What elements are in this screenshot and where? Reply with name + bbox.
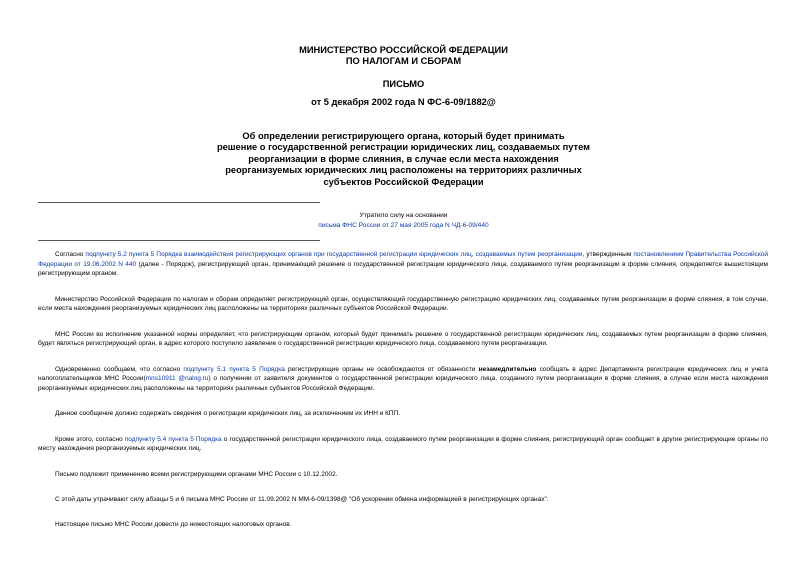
paragraph-1 xyxy=(38,250,768,279)
government-resolution-link[interactable]: постановлением Правительства Российской Федерации от 19.06.2002 N 440 xyxy=(38,251,768,268)
paragraph-3: МНС России во исполнение указанной нормы определяет, что регистрирующим органом, который будет принимать решение о государственной регистрации юридических лиц, создаваемых путем реорганизации в форме слияния, будет являться регистрирующий орган, в адрес которого поступило заявление о государственной регистрации юридического лица, создаваемого путем реорганизации. xyxy=(38,330,768,348)
paragraph-text: , утвержденным xyxy=(582,251,634,258)
paragraph-text: сообщать в адрес Департамента регистрации юридических лиц и учета налогоплательщиков МНС России( xyxy=(38,365,768,383)
title-line: субъектов Российской Федерации xyxy=(323,176,484,187)
divider-bottom xyxy=(38,240,320,241)
repeal-letter-link[interactable]: письма ФНС России от 27 мая 2005 года N ЧД-6-09/440 xyxy=(318,222,489,229)
paragraph-2: Министерство Российской Федерации по налогам и сборам определяет регистрирующий орган, осуществляющий государственную регистрацию юридических лиц, создаваемых путем реорганизации в форме слияния, в том случае, если места нахождения реорганизуемых юридических лиц расположены на территориях различных субъектов Российской Федерации. xyxy=(38,295,768,313)
title-line: Об определении регистрирующего органа, который будет принимать xyxy=(242,131,565,141)
paragraph-text: Согласно xyxy=(55,251,86,258)
procedure-clause-5-2-link[interactable]: подпункту 5.2 пункта 5 Порядка взаимодействия регистрирующих органов при государственной регистрации юридических лиц, создаваемых путем реорганизации xyxy=(85,251,583,258)
status-note: Утратило силу на основании xyxy=(359,212,448,219)
status-link-line xyxy=(0,221,807,231)
ministry-line-1: МИНИСТЕРСТВО РОССИЙСКОЙ ФЕДЕРАЦИИ xyxy=(299,45,508,55)
paragraph-9: Настоящее письмо МНС России довести до нижестоящих налоговых органов. xyxy=(55,521,292,529)
paragraph-5: Данное сообщение должно содержать сведения о регистрации юридических лиц, за исключением их ИНН и КПП. xyxy=(55,410,401,418)
ministry-line-2: ПО НАЛОГАМ И СБОРАМ xyxy=(345,56,462,66)
procedure-clause-5-1-link[interactable]: подпункту 5.1 пункта 5 Порядка xyxy=(183,365,285,373)
title-line: решение о государственной регистрации юридических лиц, создаваемых путем xyxy=(216,142,591,153)
paragraph-text: о государственной регистрации юридического лица, создаваемого путем реорганизации в форме слияния, регистрирующий орган сообщает в другие регистрирующие органы по месту нахождения реорганизуемых юридических лиц. xyxy=(38,435,768,453)
divider-top xyxy=(38,202,320,203)
document-body xyxy=(38,250,768,546)
paragraph-text: ) о получении от заявителя документов о государственной регистрации юридического лица, созданного путем реорганизации в форме слияния, в случае если места нахождения реорганизуемых юридических лиц расположены на территориях различных субъектов Российской Федерации. xyxy=(38,375,768,392)
document-date-number: от 5 декабря 2002 года N ФС-6-09/1882@ xyxy=(311,97,496,107)
document-title xyxy=(0,131,807,188)
paragraph-4 xyxy=(38,365,768,394)
paragraph-text: Кроме этого, согласно xyxy=(55,435,125,443)
paragraph-text: регистрирующие органы не освобождаются от обязанности xyxy=(284,365,479,373)
paragraph-6 xyxy=(38,435,768,454)
paragraph-7: Письмо подлежит применению всеми регистрирующими органами МНС России с 10.12.2002. xyxy=(55,470,338,478)
emphasis-text: незамедлительно xyxy=(478,365,537,373)
email-link[interactable]: mns10911 @nalog.ru xyxy=(145,375,209,383)
paragraph-8: С этой даты утрачивают силу абзацы 5 и 6 письма МНС России от 11.09.2002 N ММ-6-09/1398@ "Об ускорении обмена информацией в регистрирующих органах". xyxy=(55,495,549,503)
title-line: реорганизуемых юридических лиц расположены на территориях различных xyxy=(225,165,582,176)
document-type: ПИСЬМО xyxy=(382,79,425,89)
paragraph-text: Одновременно сообщаем, что согласно xyxy=(55,365,184,373)
title-line: реорганизации в форме слияния, в случае если места нахождения xyxy=(248,153,559,164)
ministry-name xyxy=(0,45,807,67)
paragraph-text: (далее - Порядок), регистрирующий орган, принимающий решение о государственной регистрации юридического лица, создаваемого путем реорганизации в форме слияния, определяется вышестоящим регистрирующим органом. xyxy=(38,260,769,278)
procedure-clause-5-4-link[interactable]: подпункту 5.4 пункта 5 Порядка xyxy=(124,435,222,443)
